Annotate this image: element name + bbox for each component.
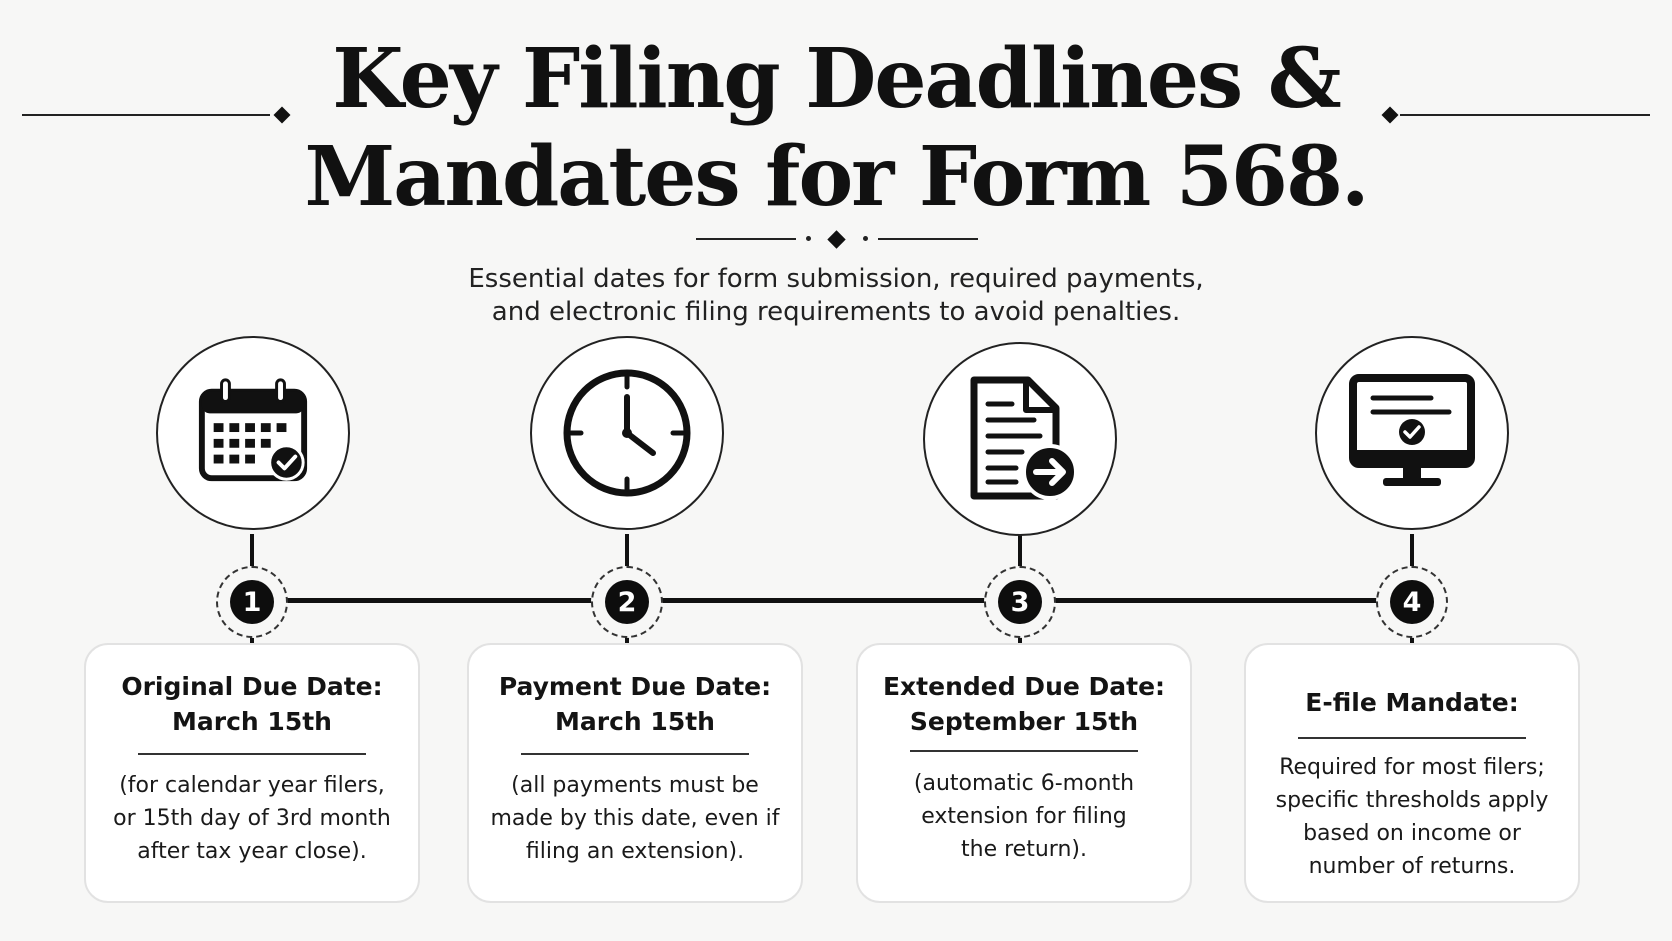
step-card-2 (467, 643, 803, 903)
step-title-3 (868, 669, 1180, 739)
step-number-1: 1 (230, 580, 274, 624)
step-title-4 (1256, 685, 1568, 720)
subtitle-line-1: Essential dates for form submission, required payments, (468, 264, 1204, 294)
step-body-4-line-1: Required for most filers; (1279, 755, 1545, 780)
step-body-2-line-3: filing an extension). (525, 839, 745, 864)
stem-1-upper (250, 534, 254, 568)
step-title-1-line-2: March 15th (172, 707, 332, 736)
step-rule-2 (521, 753, 749, 755)
step-body-4-line-2: specific thresholds apply (1275, 788, 1549, 813)
page-title (300, 30, 1372, 226)
step-rule-1 (138, 753, 366, 755)
icon-circle-1 (156, 336, 350, 530)
step-body-2-line-1: (all payments must be (511, 773, 759, 798)
step-body-4 (1260, 751, 1564, 883)
step-title-1 (96, 669, 408, 739)
step-number-4: 4 (1390, 580, 1434, 624)
title-rule-right-diamond (1382, 107, 1399, 124)
stem-3-upper (1018, 534, 1022, 568)
ornament-diamond (827, 230, 845, 248)
step-card-1 (84, 643, 420, 903)
step-body-4-line-3: based on income or (1303, 821, 1521, 846)
title-rule-left (22, 114, 270, 116)
ornament-dot-left (806, 236, 811, 241)
step-title-4-line-1: E-file Mandate: (1305, 688, 1519, 717)
step-body-3 (872, 767, 1176, 866)
step-body-3-line-3: the return). (961, 837, 1087, 862)
step-number-3: 3 (998, 580, 1042, 624)
ornament-dot-right (863, 236, 868, 241)
calendar-check-icon (194, 374, 312, 492)
stem-2-upper (625, 534, 629, 568)
timeline-line (252, 598, 1412, 603)
title-line-2: Mandates for Form 568. (304, 129, 1368, 225)
step-body-2 (483, 769, 787, 868)
ornament-line-right (878, 238, 978, 240)
title-rule-left-diamond (274, 107, 291, 124)
step-body-3-line-2: extension for filing (921, 804, 1127, 829)
title-line-1: Key Filing Deadlines & (332, 31, 1340, 127)
stem-4-upper (1410, 534, 1414, 568)
step-title-1-line-1: Original Due Date: (121, 672, 383, 701)
icon-circle-2 (530, 336, 724, 530)
ornament-line-left (696, 238, 796, 240)
step-card-3 (856, 643, 1192, 903)
step-marker-3 (984, 566, 1056, 638)
monitor-check-icon (1345, 370, 1479, 496)
subtitle-line-2: and electronic filing requirements to avoid penalties. (491, 297, 1181, 327)
icon-circle-3 (923, 342, 1117, 536)
step-title-2-line-2: March 15th (555, 707, 715, 736)
subtitle (330, 263, 1342, 329)
step-rule-3 (910, 750, 1138, 752)
step-body-1 (100, 769, 404, 868)
step-title-3-line-1: Extended Due Date: (882, 672, 1166, 701)
step-marker-2 (591, 566, 663, 638)
step-number-2: 2 (605, 580, 649, 624)
step-body-3-line-1: (automatic 6-month (913, 771, 1135, 796)
step-body-4-line-4: number of returns. (1308, 854, 1516, 879)
step-body-1-line-2: or 15th day of 3rd month (113, 806, 391, 831)
step-title-2 (479, 669, 791, 739)
step-body-1-line-3: after tax year close). (137, 839, 367, 864)
clock-icon (559, 365, 695, 501)
step-rule-4 (1298, 737, 1526, 739)
step-marker-1 (216, 566, 288, 638)
step-body-2-line-2: made by this date, even if (490, 806, 780, 831)
step-marker-4 (1376, 566, 1448, 638)
step-title-2-line-1: Payment Due Date: (498, 672, 772, 701)
title-rule-right (1400, 114, 1650, 116)
step-body-1-line-1: (for calendar year filers, (119, 773, 385, 798)
document-arrow-icon (960, 374, 1080, 504)
step-card-4 (1244, 643, 1580, 903)
step-title-3-line-2: September 15th (909, 707, 1139, 736)
icon-circle-4 (1315, 336, 1509, 530)
